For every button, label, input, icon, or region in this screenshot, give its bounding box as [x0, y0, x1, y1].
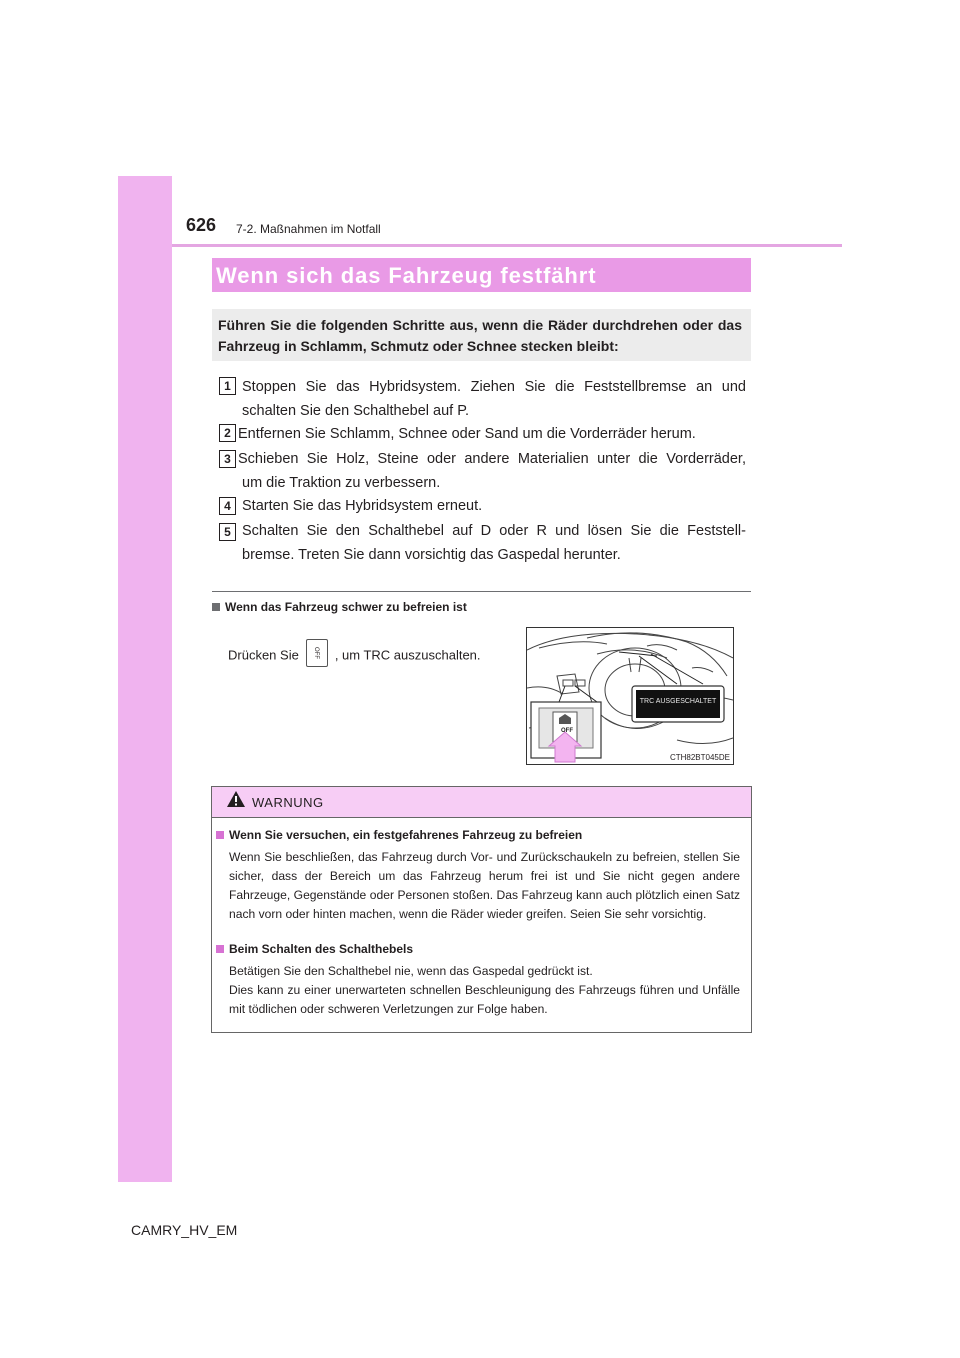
step-number: 1 [219, 377, 236, 395]
warning-heading: Wenn Sie versuchen, ein festgefahrenes Fahrzeug zu befreien [216, 828, 582, 842]
step-line: Starten Sie das Hybridsystem erneut. [242, 498, 483, 514]
trc-off-switch-icon: OFF [306, 639, 328, 667]
step-line: um die Traktion zu verbessern. [242, 475, 441, 491]
square-bullet-icon [212, 603, 220, 611]
step-line: Entfernen Sie Schlamm, Schnee oder Sand um die Vorderräder herum. [238, 426, 696, 442]
step-text [242, 519, 746, 567]
step-line: Schalten Sie den Schalthebel auf D oder R und lösen Sie die Feststell- [242, 523, 746, 539]
header-rule [172, 244, 842, 247]
display-text: TRC AUSGESCHALTET [639, 698, 717, 705]
step-number: 3 [219, 450, 236, 468]
step-text [238, 422, 746, 446]
square-bullet-icon [216, 831, 224, 839]
page-number: 626 [186, 215, 217, 235]
warning-heading: Beim Schalten des Schalthebels [216, 942, 413, 956]
section-label: 7-2. Maßnahmen im Notfall [236, 222, 381, 236]
side-tab-strip [118, 176, 172, 1182]
warning-paragraph: Wenn Sie beschließen, das Fahrzeug durch Vor- und Zurückschaukeln zu befreien, stellen Sie sicher, dass der Bereich um das Fahrzeug herum frei ist und Sie nicht gegen andere Fahrzeuge, Gegenstände oder Personen stoßen. Das Fahrzeug kann auch plötzlich einen Satz nach vorn oder hinten machen, wenn die Räder wieder greifen. Seien Sie sehr vorsichtig. [229, 850, 740, 921]
step-text [242, 494, 746, 518]
step-line: Schieben Sie Holz, Steine oder andere Materialien unter die Vorderräder, [238, 451, 746, 467]
figure-code: CTH82BT045DE [669, 753, 730, 762]
step-line: schalten Sie den Schalthebel auf P. [242, 403, 470, 419]
trc-instruction: Drücken Sie OFF , um TRC auszuschalten. [228, 642, 481, 670]
page-title: Wenn sich das Fahrzeug festfährt [216, 263, 597, 288]
step-text [238, 447, 746, 495]
section-divider [212, 591, 751, 592]
dashboard-figure [526, 627, 734, 765]
warning-title: WARNUNG [252, 795, 324, 810]
step-number: 4 [219, 497, 236, 515]
switch-label: OFF [561, 728, 573, 734]
warning-triangle-icon [226, 790, 246, 808]
document-code: CAMRY_HV_EM [131, 1222, 238, 1238]
step-line: bremse. Treten Sie dann vorsichtig das Gaspedal herunter. [242, 547, 621, 563]
step-number: 5 [219, 523, 236, 541]
step-number: 2 [219, 424, 236, 442]
intro-text: Führen Sie die folgenden Schritte aus, wenn die Räder durchdrehen oder das Fahrzeug in Schlamm, Schmutz oder Schnee stecken bleibt: [218, 317, 742, 354]
warning-paragraph: Betätigen Sie den Schalthebel nie, wenn das Gaspedal gedrückt ist. Dies kann zu einer unerwarteten schnellen Beschleunigung des Fahrzeugs führen und Unfälle mit tödlichen oder schweren Verletzungen zur Folge haben. [229, 964, 740, 1016]
step-text [242, 375, 746, 423]
square-bullet-icon [216, 945, 224, 953]
step-line: Stoppen Sie das Hybridsystem. Ziehen Sie die Feststellbremse an und [242, 379, 746, 395]
dashboard-illustration [527, 628, 733, 764]
subsection-heading: Wenn das Fahrzeug schwer zu befreien ist [212, 600, 467, 614]
